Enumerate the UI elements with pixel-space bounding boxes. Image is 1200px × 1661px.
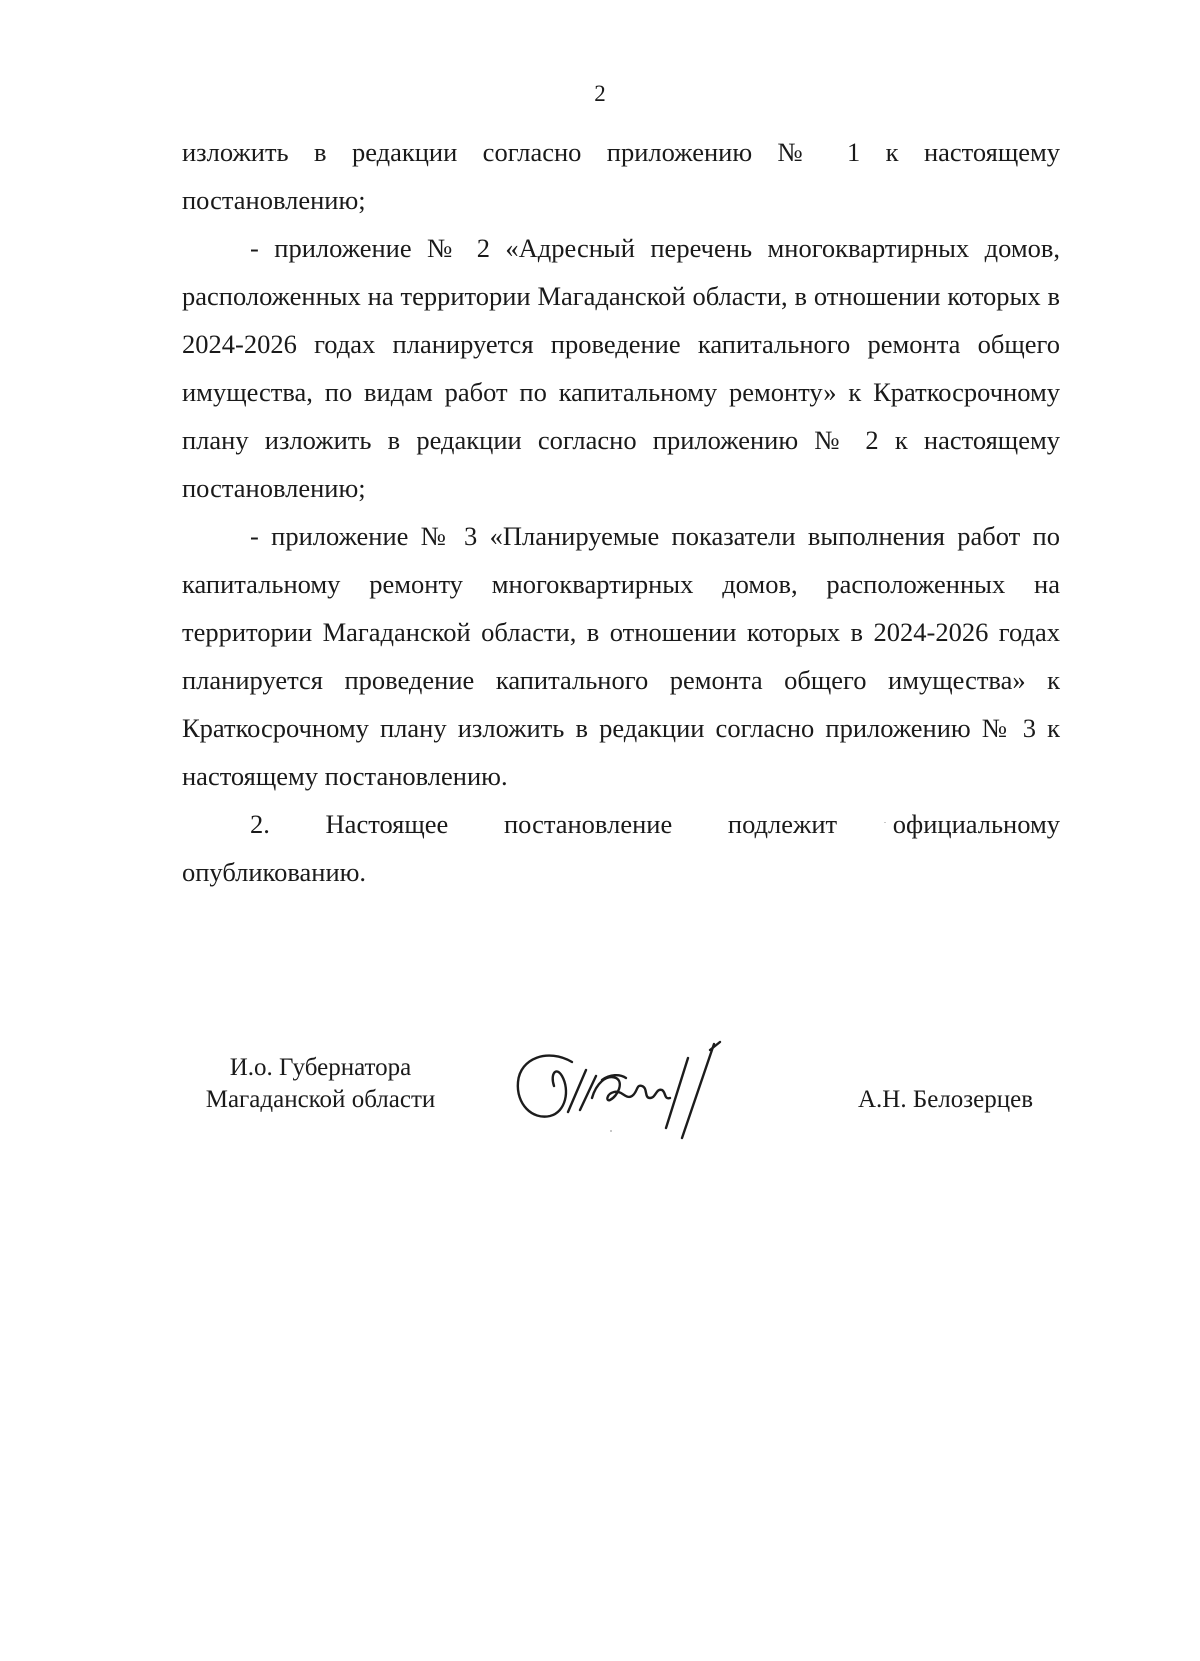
signer-name: А.Н. Белозерцев [858, 1086, 1034, 1113]
point-word: подлежит [727, 809, 838, 839]
signature-block [0, 1040, 1200, 1150]
signer-title-line-1: И.о. Губернатора [229, 1054, 412, 1081]
point-2-continuation: опубликованию. [182, 857, 367, 887]
paragraph-appendix-2: - приложение № 2 «Адресный перечень многоквартирных домов, расположенных на территории Магаданской области, в отношении которых в 2024-2026 годах планируется проведение капитального ремонта общего имущества, по видам работ по капитальному ремонту» к Краткосрочному плану изложить в редакции согласно приложению № 2 к настоящему постановлению; [182, 233, 1060, 503]
signer-title [188, 1052, 453, 1116]
point-2-line [250, 800, 1060, 848]
page-number: 2 [594, 81, 606, 106]
point-word: официальному [892, 809, 1060, 839]
scan-speck [884, 822, 886, 823]
point-word: Настоящее [325, 809, 449, 839]
document-body [182, 128, 1060, 896]
paragraph-continuation: изложить в редакции согласно приложению № 1 к настоящему постановлению; [182, 137, 1060, 215]
signer-title-line-2: Магаданской области [205, 1086, 436, 1113]
point-number: 2. [250, 809, 270, 839]
paragraph-appendix-3: - приложение № 3 «Планируемые показатели выполнения работ по капитальному ремонту многоквартирных домов, расположенных на территории Магаданской области, в отношении которых в 2024-2026 годах планируется проведение капитального ремонта общего имущества» к Краткосрочному плану изложить в редакции согласно приложению № 3 к настоящему постановлению. [182, 521, 1060, 791]
scan-speck [610, 1130, 612, 1132]
point-word: постановление [503, 809, 673, 839]
handwritten-signature [510, 1040, 760, 1140]
